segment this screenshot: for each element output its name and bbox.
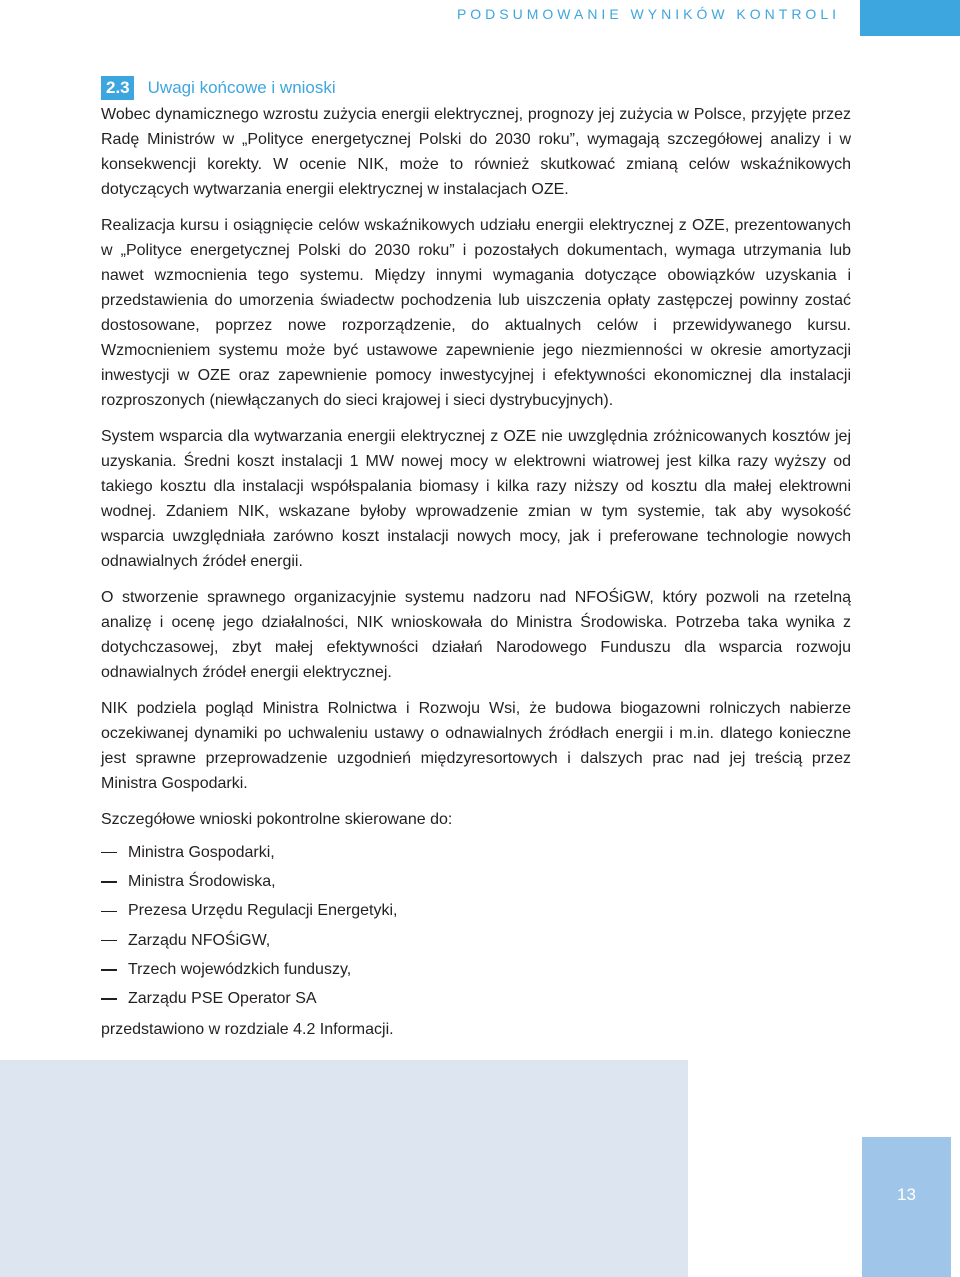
list-item-text: Prezesa Urzędu Regulacji Energetyki, [128,902,398,920]
list-item [101,867,851,896]
list-item-text: Trzech wojewódzkich funduszy, [128,960,352,978]
paragraph-consumption-forecast: Wobec dynamicznego wzrostu zużycia energii elektrycznej, prognozy jej zużycia w Polsce, przyjęte przez Radę Ministrów w „Polityce energetycznej Polski do 2030 roku”, wymagają szczegółowej analizy i w konsekwencji korekty. W ocenie NIK, może to również skutkować zmianą celów wskaźnikowych dotyczących wytwarzania energii elektrycznej w instalacjach OZE. [101,106,851,198]
main-content [101,102,851,1042]
dash-bullet [101,852,117,853]
recommendations-closing: przedstawiono w rozdziale 4.2 Informacji. [101,1020,394,1038]
list-item-text: Ministra Gospodarki, [128,843,275,861]
list-item [101,955,851,984]
list-item-text: Zarządu PSE Operator SA [128,990,317,1008]
dash-bullet [101,881,117,882]
section-heading [101,76,336,100]
list-item-text: Ministra Środowiska, [128,872,276,890]
dash-bullet [101,969,117,970]
paragraph-nfosigw-supervision: O stworzenie sprawnego organizacyjnie systemu nadzoru nad NFOŚiGW, który pozwoli na rzetelną analizę i ocenę jego działalności, NIK wnioskowała do Ministra Środowiska. Potrzeba taka wynika z dotychczasowej, zbyt małej efektywności działań Narodowego Funduszu dla wsparcia rozwoju odnawialnych źródeł energii elektrycznej. [101,589,851,681]
dash-bullet [101,998,117,999]
list-item [101,838,851,867]
header-accent-tab [860,0,960,36]
list-item [101,984,851,1013]
section-number-badge: 2.3 [101,76,134,100]
list-item [101,926,851,955]
recommendations-intro: Szczegółowe wnioski pokontrolne skierowane do: [101,811,453,828]
section-title: Uwagi końcowe i wnioski [147,78,336,97]
page-number: 13 [897,1185,916,1204]
page-number-box [862,1137,951,1277]
running-header-title: PODSUMOWANIE WYNIKÓW KONTROLI [456,6,840,22]
paragraph-biogas-plants: NIK podziela pogląd Ministra Rolnictwa i Rozwoju Wsi, że budowa biogazowni rolniczych nabierze oczekiwanej dynamiki po uchwaleniu ustawy o odnawialnych źródłach energii i m.in. dlatego konieczne jest sprawne przeprowadzenie uzgodnień międzyresortowych i dalszych prac nad jej treścią przez Ministra Gospodarki. [101,700,851,792]
dash-bullet [101,940,117,941]
list-item [101,897,851,926]
footer-band [0,1060,688,1277]
paragraph-cost-differentiation: System wsparcia dla wytwarzania energii elektrycznej z OZE nie uwzględnia zróżnicowanych kosztów jej uzyskania. Średni koszt instalacji 1 MW nowej mocy w elektrowni wiatrowej jest kilka razy wyższy od takiego kosztu dla instalacji współspalania biomasy i kilka razy niższy od kosztu dla małej elektrowni wodnej. Zdaniem NIK, wskazane byłoby wprowadzenie zmian w tym systemie, tak aby wysokość wsparcia uwzględniała zarówno koszt instalacji nowych mocy, jak i preferowane technologie nowych odnawialnych źródeł energii. [101,428,851,570]
paragraph-support-system: Realizacja kursu i osiągnięcie celów wskaźnikowych udziału energii elektrycznej z OZE, prezentowanych w „Polityce energetycznej Polski do 2030 roku” i pozostałych dokumentach, wymaga utrzymania lub nawet wzmocnienia tego systemu. Między innymi wymagania dotyczące obowiązków uzyskania i przedstawienia do umorzenia świadectw pochodzenia lub uiszczenia opłaty zastępczej powinny zostać dostosowane, poprzez nowe rozporządzenie, do aktualnych celów i przewidywanego kursu. Wzmocnieniem systemu może być ustawowe zapewnienie jego niezmienności w okresie amortyzacji inwestycji w OZE oraz zapewnienie pomocy inwestycyjnej i efektywności ekonomicznej dla instalacji rozproszonych (niewłączanych do sieci krajowej i sieci dystrybucyjnych). [101,217,851,409]
dash-bullet [101,911,117,912]
list-item-text: Zarządu NFOŚiGW, [128,931,271,949]
recommendations-list [101,838,851,1014]
